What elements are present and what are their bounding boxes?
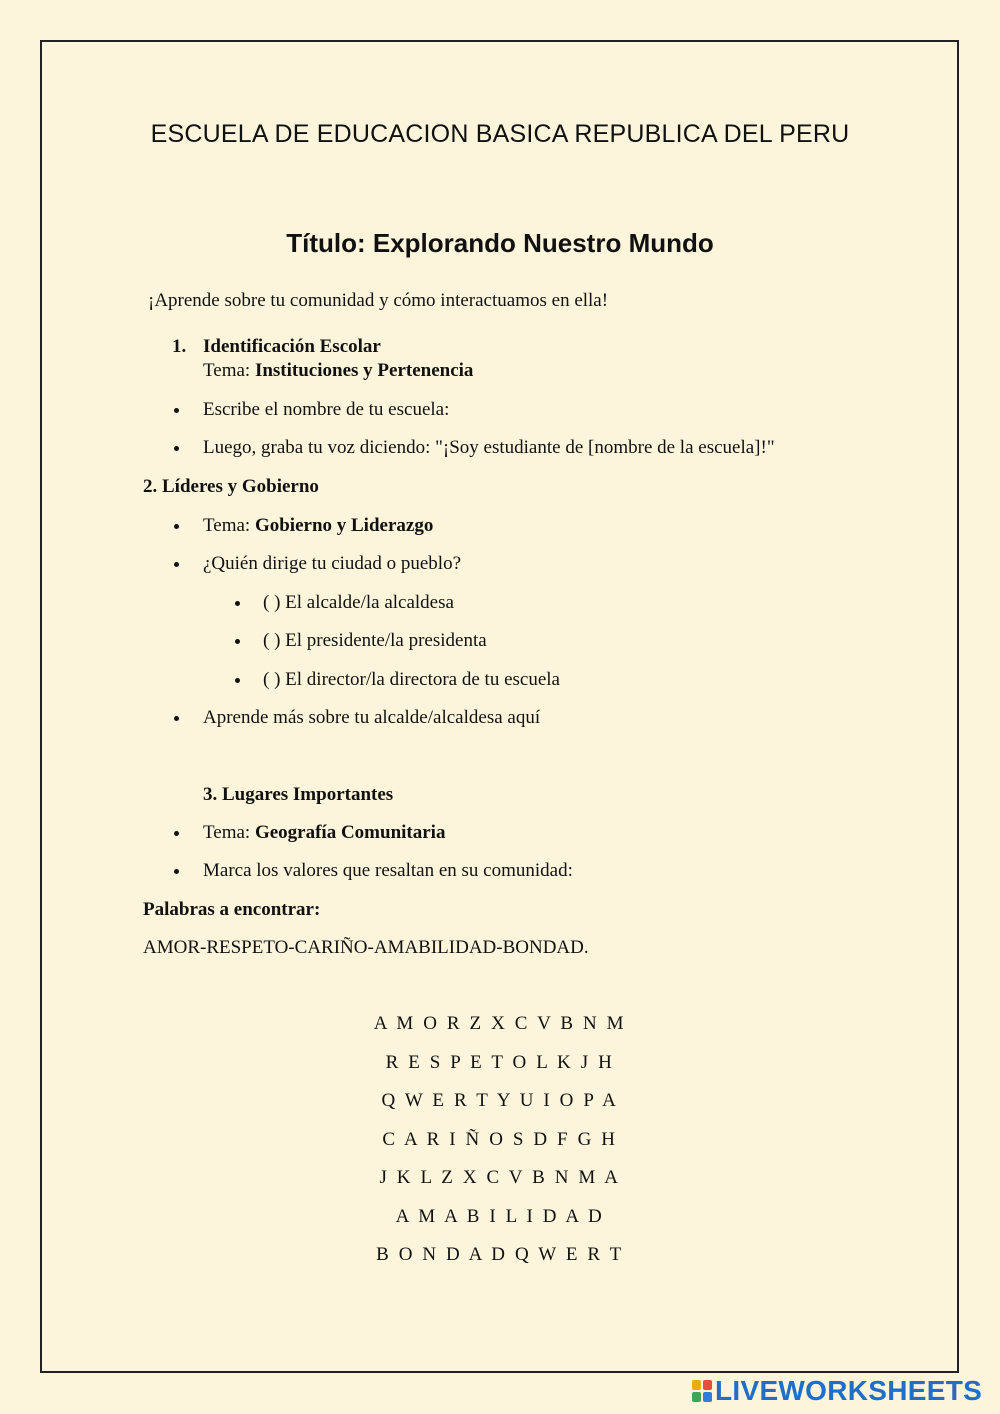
logo-square-icon [703,1380,712,1390]
bullet-icon [174,831,179,836]
words-list: AMOR-RESPETO-CARIÑO-AMABILIDAD-BONDAD. [143,937,589,958]
section1-bullet-record: Luego, graba tu voz diciendo: "¡Soy estudiante de [nombre de la escuela]!" [203,437,775,458]
section1-tema [203,360,473,382]
option-alcalde[interactable]: ( ) El alcalde/la alcaldesa [263,592,454,613]
bullet-icon [174,716,179,721]
bullet-icon [235,601,240,606]
words-heading: Palabras a encontrar: [143,899,321,920]
option-director[interactable]: ( ) El director/la directora de tu escuela [263,669,560,690]
letter-grid-row[interactable]: A M A B I L I D A D [395,1206,605,1227]
section1-tema-label: Tema: [203,360,251,381]
section1-heading: Identificación Escolar [203,336,381,357]
intro-text: ¡Aprende sobre tu comunidad y cómo interactuamos en ella! [148,290,609,311]
bullet-icon [174,446,179,451]
logo-square-icon [692,1392,701,1402]
learn-more-link[interactable]: Aprende más sobre tu alcalde/alcaldesa aquí [203,707,541,728]
bullet-icon [235,678,240,683]
section3-heading: 3. Lugares Importantes [203,784,394,805]
section3-tema-label: Tema: [203,822,251,843]
section2-tema-label: Tema: [203,515,251,536]
section1-number: 1. [172,336,187,357]
section3-tema-value: Geografía Comunitaria [254,822,446,843]
school-name: ESCUELA DE EDUCACION BASICA REPUBLICA DEL PERU [150,120,850,148]
bullet-icon [174,524,179,529]
letter-grid-row[interactable]: B O N D A D Q W E R T [376,1244,624,1265]
section3-instruction: Marca los valores que resaltan en su comunidad: [203,860,573,881]
section1-tema-value: Instituciones y Pertenencia [254,360,474,381]
logo-square-icon [703,1392,712,1402]
bullet-icon [174,408,179,413]
option-presidente[interactable]: ( ) El presidente/la presidenta [263,630,487,651]
section2-heading: 2. Líderes y Gobierno [143,476,319,497]
page-title: Título: Explorando Nuestro Mundo [286,228,714,258]
brand-name: LIVEWORKSHEETS [715,1375,983,1406]
bullet-icon [174,869,179,874]
letter-grid-row[interactable]: J K L Z X C V B N M A [379,1167,621,1188]
letter-grid-row[interactable]: R E S P E T O L K J H [385,1052,615,1073]
liveworksheets-icon [692,1380,712,1402]
letter-grid-row[interactable]: A M O R Z X C V B N M [373,1013,627,1034]
bullet-icon [235,639,240,644]
liveworksheets-logo [692,1376,982,1406]
letter-grid-row[interactable]: Q W E R T Y U I O P A [381,1090,619,1111]
section1-bullet-school: Escribe el nombre de tu escuela: [203,399,450,420]
section2-question: ¿Quién dirige tu ciudad o pueblo? [203,553,462,574]
logo-square-icon [692,1380,701,1390]
section2-tema [203,515,433,537]
bullet-icon [174,562,179,567]
letter-grid-row[interactable]: C A R I Ñ O S D F G H [382,1129,618,1150]
section2-tema-value: Gobierno y Liderazgo [254,515,434,536]
section3-tema [203,822,445,844]
